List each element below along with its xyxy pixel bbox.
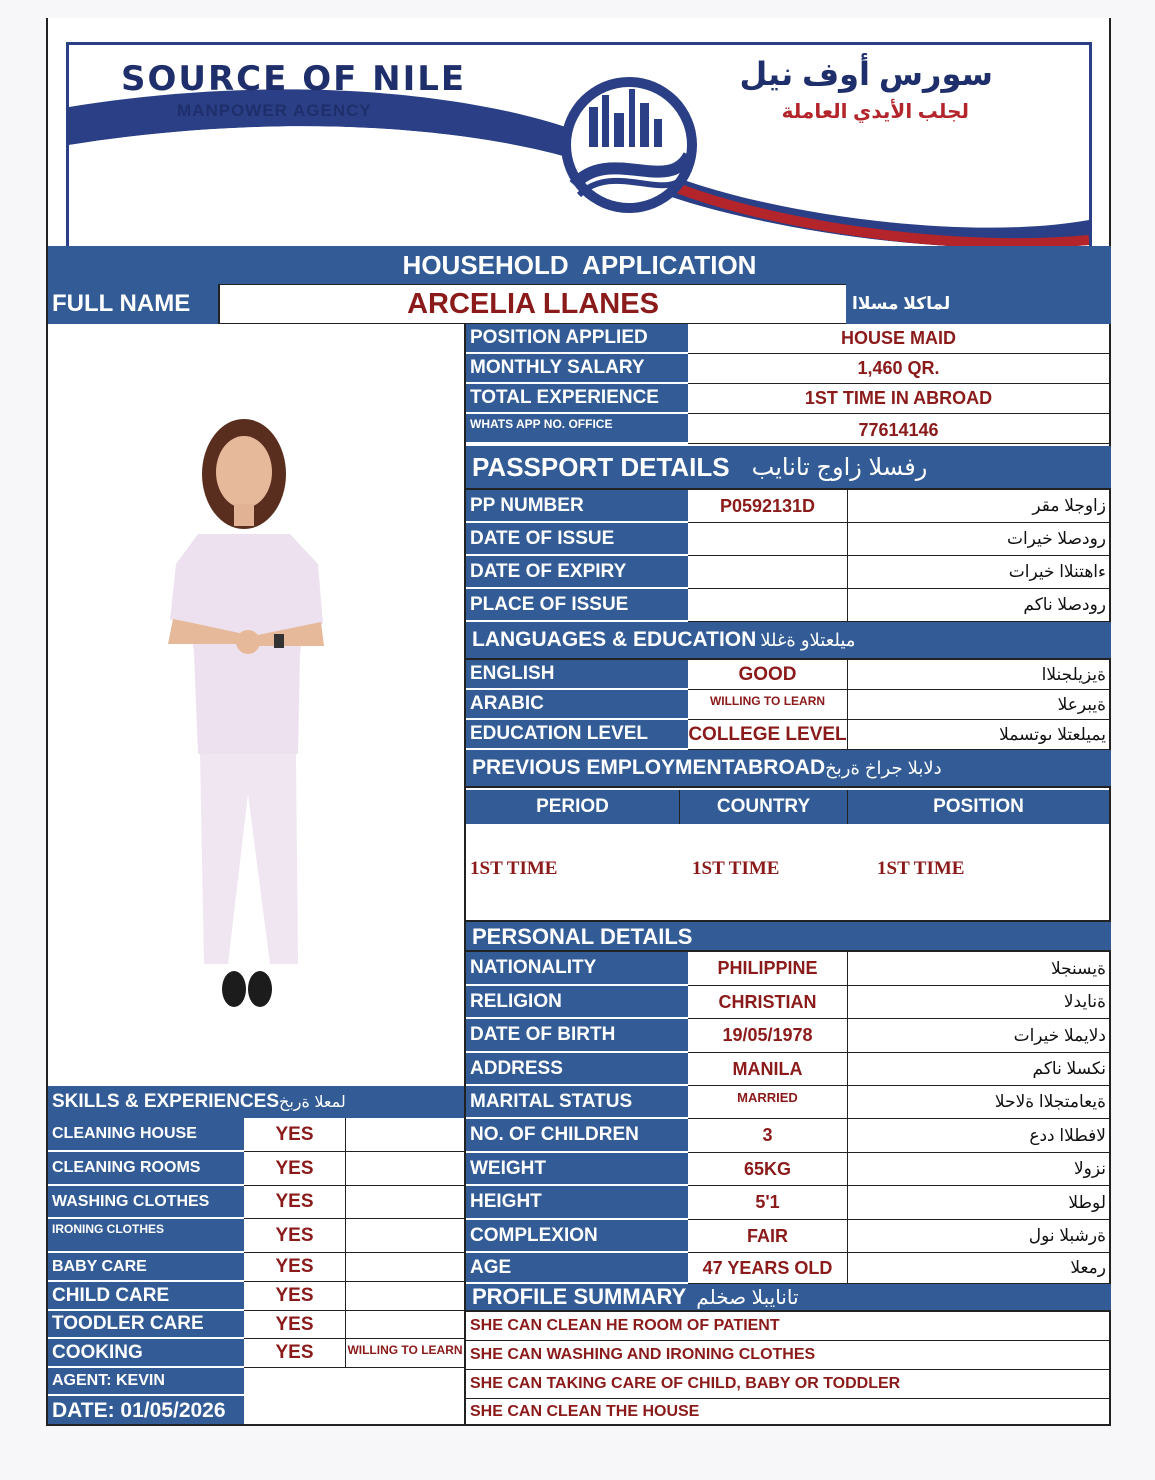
- marital-status-arabic: ةيعامتجلاا ةلاحلا: [848, 1086, 1111, 1119]
- brand-name-arabic: سورس أوف نيل: [739, 56, 993, 92]
- brand-subtitle: MANPOWER AGENCY: [177, 101, 372, 120]
- bottom-border: [48, 1424, 1111, 1426]
- skill-toodler-care-label: TOODLER CARE: [48, 1311, 244, 1339]
- profile-line-3: SHE CAN TAKING CARE OF CHILD, BABY OR TODDLER: [466, 1370, 1111, 1399]
- religion-arabic: ةنايدلا: [848, 986, 1111, 1019]
- passport-section-title: [466, 446, 1111, 490]
- skill-ironing-clothes-label: IRONING CLOTHES: [48, 1219, 244, 1253]
- skill-cooking-value: YES: [244, 1339, 346, 1368]
- education-level-arabic: يميلعتلا ىوتسملا: [848, 720, 1111, 750]
- skill-baby-care-label: BABY CARE: [48, 1253, 244, 1282]
- place-of-issue-value: [688, 589, 848, 622]
- country-header: COUNTRY: [680, 790, 848, 824]
- languages-section-title: [466, 622, 1111, 660]
- english-value: GOOD: [688, 660, 848, 690]
- profile-title-arabic: تانايبلا صخلم: [696, 1286, 799, 1309]
- skill-cleaning-rooms-value: YES: [244, 1152, 346, 1186]
- weight-arabic: نزولا: [848, 1153, 1111, 1186]
- skill-washing-clothes-value: YES: [244, 1186, 346, 1219]
- skill-child-care-value: YES: [244, 1282, 346, 1311]
- complexion-value: FAIR: [688, 1220, 848, 1253]
- employment-body: [466, 824, 1111, 920]
- pp-number-label: PP NUMBER: [466, 490, 688, 523]
- position-header: POSITION: [848, 790, 1111, 824]
- skill-cooking-note: WILLING TO LEARN: [346, 1339, 466, 1368]
- skill-cooking-label: COOKING: [48, 1339, 244, 1368]
- skill-child-care-note: [346, 1282, 466, 1311]
- applicant-photo: [48, 324, 466, 1086]
- arabic-arabic: ةيبرعلا: [848, 690, 1111, 720]
- weight-value: 65KG: [688, 1153, 848, 1186]
- date-label: DATE: 01/05/2026: [48, 1396, 244, 1426]
- skills-title-arabic: لمعلا ةربخ: [279, 1094, 346, 1111]
- employment-title: PREVIOUS EMPLOYMENTABROAD: [472, 756, 826, 779]
- monthly-salary-value: 1,460 QR.: [688, 354, 1111, 384]
- nationality-value: PHILIPPINE: [688, 952, 848, 986]
- full-name-label: FULL NAME: [48, 284, 220, 324]
- date-of-expiry-label: DATE OF EXPIRY: [466, 556, 688, 589]
- profile-line-4: SHE CAN CLEAN THE HOUSE: [466, 1399, 1111, 1426]
- religion-value: CHRISTIAN: [688, 986, 848, 1019]
- skill-ironing-clothes-value: YES: [244, 1219, 346, 1253]
- application-form: [46, 18, 1111, 1426]
- position-applied-value: HOUSE MAID: [688, 324, 1111, 354]
- employment-position: 1ST TIME: [877, 858, 965, 879]
- skill-cleaning-rooms-note: [346, 1152, 466, 1186]
- height-arabic: لوطلا: [848, 1186, 1111, 1220]
- monthly-salary-label: MONTHLY SALARY: [466, 354, 688, 384]
- employment-country: 1ST TIME: [692, 858, 780, 879]
- employment-section-title: [466, 750, 1111, 788]
- english-label: ENGLISH: [466, 660, 688, 690]
- period-header: PERIOD: [466, 790, 680, 824]
- age-value: 47 YEARS OLD: [688, 1253, 848, 1284]
- address-value: MANILA: [688, 1053, 848, 1086]
- form-title: HOUSEHOLD APPLICATION: [48, 246, 1111, 284]
- total-experience-label: TOTAL EXPERIENCE: [466, 384, 688, 414]
- complexion-arabic: ةرشبلا نول: [848, 1220, 1111, 1253]
- passport-title: PASSPORT DETAILS: [472, 451, 730, 482]
- whatsapp-label: WHATS APP NO. OFFICE: [466, 414, 688, 444]
- agency-logo: [66, 42, 1092, 252]
- full-name-label-arabic: لماكلا مسلاا: [846, 284, 1111, 324]
- skill-child-care-label: CHILD CARE: [48, 1282, 244, 1311]
- brand-name: SOURCE OF NILE: [121, 59, 467, 99]
- skill-baby-care-note: [346, 1253, 466, 1282]
- education-level-value: COLLEGE LEVEL: [688, 720, 848, 750]
- applicant-figure: [48, 324, 466, 1086]
- skill-ironing-clothes-note: [346, 1219, 466, 1253]
- position-applied-label: POSITION APPLIED: [466, 324, 688, 354]
- passport-title-arabic: رفسلا زاوج تانايب: [751, 453, 928, 481]
- education-level-label: EDUCATION LEVEL: [466, 720, 688, 750]
- skill-washing-clothes-label: WASHING CLOTHES: [48, 1186, 244, 1219]
- arabic-value: WILLING TO LEARN: [688, 690, 848, 720]
- skill-cleaning-rooms-label: CLEANING ROOMS: [48, 1152, 244, 1186]
- religion-label: RELIGION: [466, 986, 688, 1019]
- employment-title-arabic: دلابلا جراخ ةربخ: [825, 757, 942, 778]
- no-of-children-label: NO. OF CHILDREN: [466, 1119, 688, 1153]
- no-of-children-arabic: لافطلاا ددع: [848, 1119, 1111, 1153]
- date-of-issue-value: [688, 523, 848, 556]
- date-of-birth-arabic: دلايملا خيرات: [848, 1019, 1111, 1053]
- complexion-label: COMPLEXION: [466, 1220, 688, 1253]
- address-arabic: نكسلا ناكم: [848, 1053, 1111, 1086]
- skill-toodler-care-value: YES: [244, 1311, 346, 1339]
- whatsapp-value: 77614146: [688, 414, 1111, 444]
- employment-period: 1ST TIME: [470, 858, 558, 879]
- profile-line-2: SHE CAN WASHING AND IRONING CLOTHES: [466, 1341, 1111, 1370]
- skill-cleaning-house-value: YES: [244, 1118, 346, 1152]
- weight-label: WEIGHT: [466, 1153, 688, 1186]
- footer-blank: [244, 1368, 466, 1426]
- height-value: 5'1: [688, 1186, 848, 1220]
- date-of-birth-value: 19/05/1978: [688, 1019, 848, 1053]
- skill-toodler-care-note: [346, 1311, 466, 1339]
- skills-section-title: [48, 1086, 466, 1118]
- place-of-issue-arabic: رودصلا ناكم: [848, 589, 1111, 622]
- date-of-issue-label: DATE OF ISSUE: [466, 523, 688, 556]
- no-of-children-value: 3: [688, 1119, 848, 1153]
- marital-status-value: MARRIED: [688, 1086, 848, 1119]
- brand-subtitle-arabic: لجلب الأيدي العاملة: [781, 101, 969, 123]
- profile-section-title: [466, 1284, 1111, 1312]
- address-label: ADDRESS: [466, 1053, 688, 1086]
- pp-number-arabic: زاوجلا مقر: [848, 490, 1111, 523]
- full-name-value: ARCELIA LLANES: [220, 284, 846, 324]
- skills-title: SKILLS & EXPERIENCES: [52, 1091, 279, 1112]
- skill-baby-care-value: YES: [244, 1253, 346, 1282]
- pp-number-value: P0592131D: [688, 490, 848, 523]
- nationality-arabic: ةيسنجلا: [848, 952, 1111, 986]
- age-label: AGE: [466, 1253, 688, 1284]
- place-of-issue-label: PLACE OF ISSUE: [466, 589, 688, 622]
- languages-title: LANGUAGES & EDUCATION: [472, 628, 757, 651]
- english-arabic: ةيزيلجنلاا: [848, 660, 1111, 690]
- date-of-birth-label: DATE OF BIRTH: [466, 1019, 688, 1053]
- date-of-issue-arabic: رودصلا خيرات: [848, 523, 1111, 556]
- personal-section-title: PERSONAL DETAILS: [466, 920, 1111, 952]
- marital-status-label: MARITAL STATUS: [466, 1086, 688, 1119]
- skill-cleaning-house-note: [346, 1118, 466, 1152]
- age-arabic: رمعلا: [848, 1253, 1111, 1284]
- profile-title: PROFILE SUMMARY: [472, 1284, 687, 1309]
- height-label: HEIGHT: [466, 1186, 688, 1220]
- skill-cleaning-house-label: CLEANING HOUSE: [48, 1118, 244, 1152]
- agent-label: AGENT: KEVIN: [48, 1368, 244, 1396]
- profile-line-1: SHE CAN CLEAN HE ROOM OF PATIENT: [466, 1312, 1111, 1341]
- skill-washing-clothes-note: [346, 1186, 466, 1219]
- date-of-expiry-arabic: ءاهتنلاا خيرات: [848, 556, 1111, 589]
- languages-title-arabic: ميلعتلاو ةغللا: [760, 629, 856, 650]
- total-experience-value: 1ST TIME IN ABROAD: [688, 384, 1111, 414]
- nationality-label: NATIONALITY: [466, 952, 688, 986]
- date-of-expiry-value: [688, 556, 848, 589]
- arabic-label: ARABIC: [466, 690, 688, 720]
